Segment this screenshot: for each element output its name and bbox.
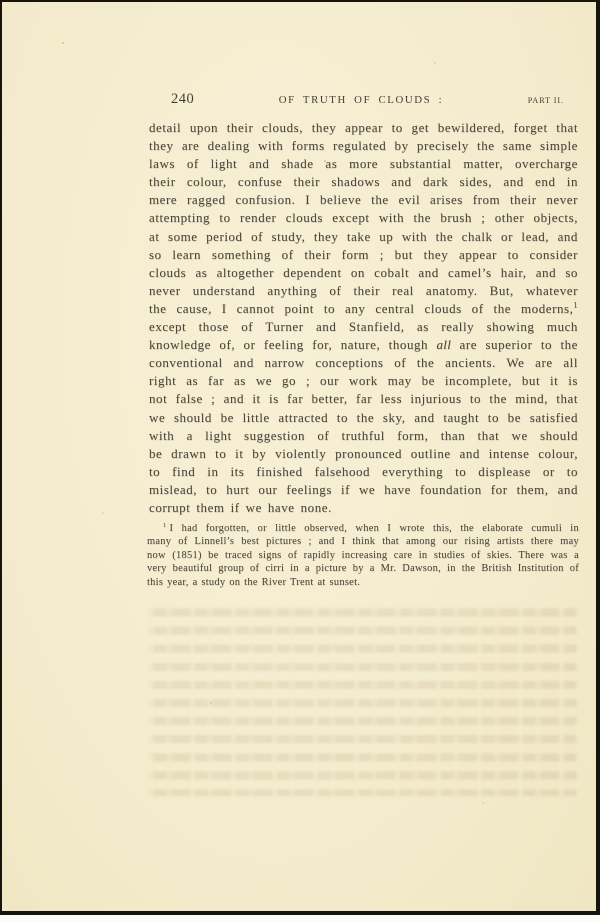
footnote-line-text: I had forgotten, or little observed, when I wrote this, the elaborate cumuli in <box>169 523 579 534</box>
body-line-text: knowledge of, or feeling for, nature, though <box>149 337 437 353</box>
footnote-line <box>147 522 579 535</box>
footnote-line: this year, a study on the River Trent at sunset. <box>147 576 361 588</box>
page-number: 240 <box>171 91 195 107</box>
body-line: conventional and narrow conceptions of the ancients. We are all <box>149 355 578 371</box>
footnote-marker: 1 <box>163 521 167 529</box>
body-line: with a light suggestion of truthful form, than that we should <box>149 427 578 443</box>
body-line: right as far as we go ; our work may be incomplete, but it is <box>149 373 578 389</box>
footnote-line: now (1851) be traced signs of rapidly increasing care in studies of skies. There was a <box>147 549 579 561</box>
body-line: so learn something of their form ; but they appear to consider <box>149 246 578 262</box>
emphasized-word: all <box>436 337 452 353</box>
body-line: laws of light and shade as more substantial matter, overcharge <box>149 156 578 172</box>
body-line: their colour, confuse their shadows and dark sides, and end in <box>149 174 578 190</box>
running-title: OF TRUTH OF CLOUDS : <box>278 94 444 106</box>
body-line: detail upon their clouds, they appear to get bewildered, forget that <box>149 120 578 135</box>
body-line: corrupt them if we have none. <box>149 499 332 515</box>
body-line: attempting to render clouds except with the brush ; other objects, <box>149 210 578 226</box>
body-line-text: the cause, I cannot point to any central clouds of the moderns, <box>149 300 574 316</box>
footnote-line: many of Linnell’s best pictures ; and I think that among our rising artists there may <box>147 536 579 548</box>
body-line: they are dealing with forms regulated by precisely the same simple <box>149 138 578 154</box>
bleedthrough-text-area <box>149 604 577 796</box>
body-line: at some period of study, they take up with the chalk or lead, and <box>149 228 578 244</box>
page-header <box>149 91 578 108</box>
footnote-reference-marker: 1 <box>573 300 578 310</box>
body-line: mere ragged confusion. I believe the evil arises from their never <box>149 192 578 208</box>
body-line: mislead, to hurt our feelings if we have foundation for them, and <box>149 481 578 497</box>
body-line-text: are superior to the <box>451 337 579 353</box>
body-line: never understand anything of their real anatomy. But, whatever <box>149 282 578 298</box>
part-label: PART II. <box>527 96 564 105</box>
body-line <box>149 336 578 354</box>
body-line: not false ; and it is far better, far less injurious to the mind, that <box>149 391 578 407</box>
body-line <box>149 300 578 318</box>
footnote <box>147 522 579 589</box>
body-line: to find in its finished falsehood everything to displease or to <box>149 463 578 479</box>
body-line: we should be little attracted to the sky, and taught to be satisfied <box>149 409 578 425</box>
footnote-line: very beautiful group of cirri in a picture by a Mr. Dawson, in the British Institution of <box>147 563 579 575</box>
body-paragraph <box>149 119 578 517</box>
paper-speck <box>62 42 64 44</box>
body-line: be drawn to it by violently pronounced outline and intense colour, <box>149 445 578 461</box>
body-line: except those of Turner and Stanfield, as really showing much <box>149 319 578 335</box>
body-line: clouds as altogether dependent on cobalt and camel’s hair, and so <box>149 264 578 280</box>
